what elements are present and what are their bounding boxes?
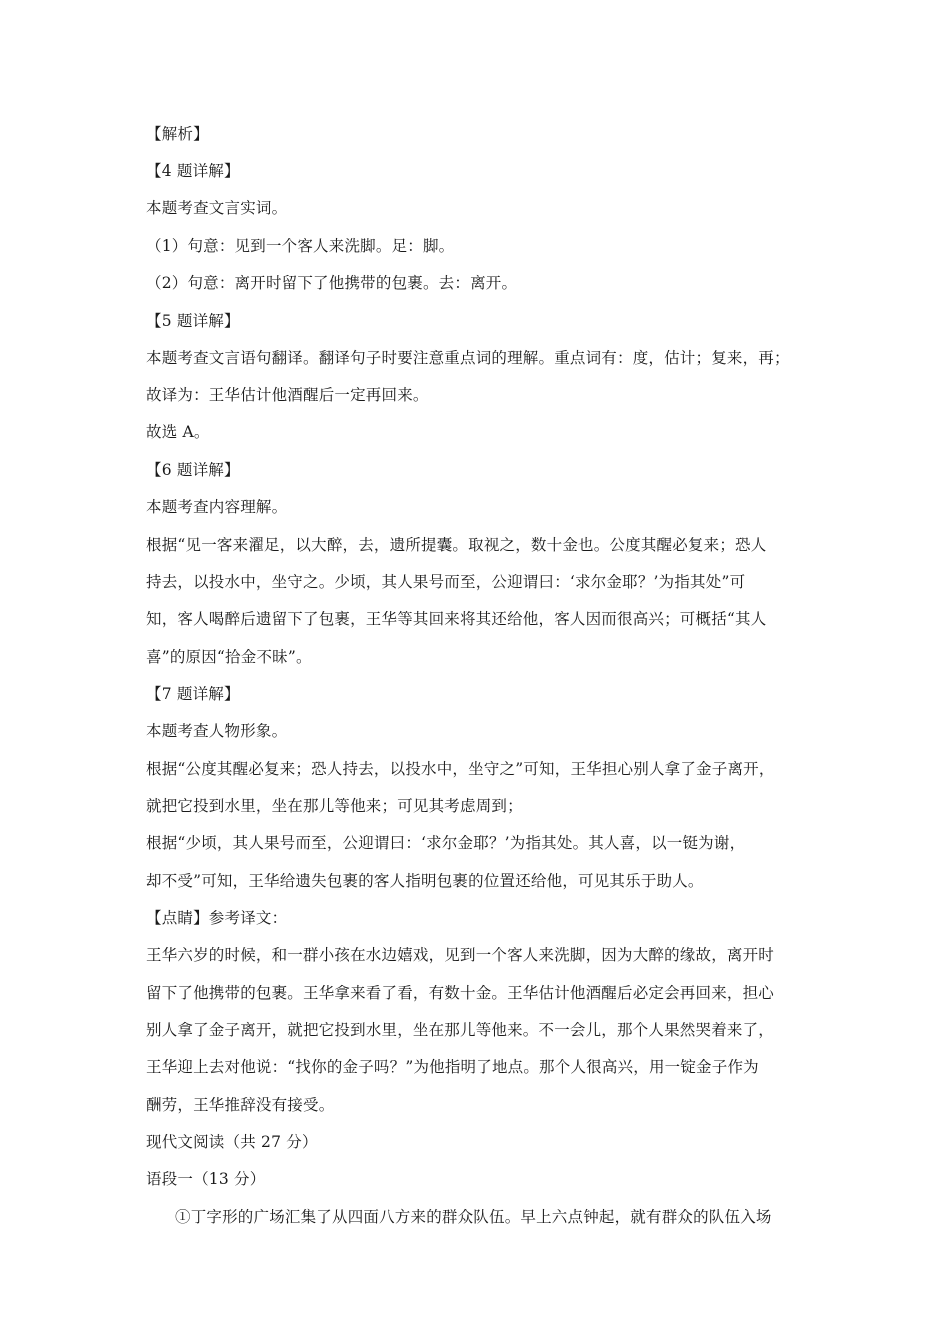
section-heading-analysis: 【解析】	[146, 125, 209, 143]
question-7-heading: 【7 题详解】	[146, 685, 240, 703]
translation-line: 留下了他携带的包裹。王华拿来看了看，有数十金。王华估计他酒醒后必定会再回来，担心	[146, 984, 775, 1002]
question-6-line: 持去，以投水中，坐守之。少顷，其人果号而至，公迎谓曰：‘求尔金耶？’为指其处”可	[146, 573, 746, 591]
commentary-heading: 【点睛】参考译文：	[146, 909, 288, 927]
question-6-line: 喜”的原因“拾金不昧”。	[146, 648, 312, 666]
question-4-line: （2）句意：离开时留下了他携带的包裹。去：离开。	[146, 274, 518, 292]
question-6-line: 本题考查内容理解。	[146, 498, 288, 516]
question-4-line: （1）句意：见到一个客人来洗脚。足：脚。	[146, 237, 455, 255]
question-7-line: 就把它投到水里，坐在那儿等他来；可见其考虑周到；	[146, 797, 523, 815]
question-7-line: 根据“少顷，其人果号而至，公迎谓曰：‘求尔金耶？’为指其处。其人喜，以一铤为谢，	[146, 834, 746, 852]
question-7-line: 本题考查人物形象。	[146, 722, 288, 740]
translation-line: 别人拿了金子离开，就把它投到水里，坐在那儿等他来。不一会儿，那个人果然哭着来了，	[146, 1021, 775, 1039]
passage-one-heading: 语段一（13 分）	[146, 1170, 266, 1188]
question-4-heading: 【4 题详解】	[146, 162, 240, 180]
question-5-heading: 【5 题详解】	[146, 312, 240, 330]
question-5-line: 故译为：王华估计他酒醒后一定再回来。	[146, 386, 429, 404]
question-7-line: 根据“公度其醒必复来；恐人持去，以投水中，坐守之”可知，王华担心别人拿了金子离开，	[146, 760, 775, 778]
question-5-line: 本题考查文言语句翻译。翻译句子时要注意重点词的理解。重点词有：度，估计；复来，再；	[146, 349, 790, 367]
question-5-line: 故选 A。	[146, 423, 210, 441]
question-6-heading: 【6 题详解】	[146, 461, 240, 479]
section-heading-modern-reading: 现代文阅读（共 27 分）	[146, 1133, 318, 1151]
translation-line: 酬劳，王华推辞没有接受。	[146, 1096, 335, 1114]
question-6-line: 根据“见一客来濯足，以大醉，去，遗所提囊。取视之，数十金也。公度其醒必复来；恐人	[146, 536, 767, 554]
question-6-line: 知，客人喝醉后遗留下了包裹，王华等其回来将其还给他，客人因而很高兴；可概括“其人	[146, 610, 767, 628]
passage-one-paragraph-1: ①丁字形的广场汇集了从四面八方来的群众队伍。早上六点钟起，就有群众的队伍入场	[175, 1208, 772, 1226]
translation-line: 王华六岁的时候，和一群小孩在水边嬉戏，见到一个客人来洗脚，因为大醉的缘故，离开时	[146, 946, 775, 964]
question-4-line: 本题考查文言实词。	[146, 199, 288, 217]
translation-line: 王华迎上去对他说：“找你的金子吗？”为他指明了地点。那个人很高兴，用一锭金子作为	[146, 1058, 759, 1076]
question-7-line: 却不受”可知，王华给遗失包裹的客人指明包裹的位置还给他，可见其乐于助人。	[146, 872, 704, 890]
